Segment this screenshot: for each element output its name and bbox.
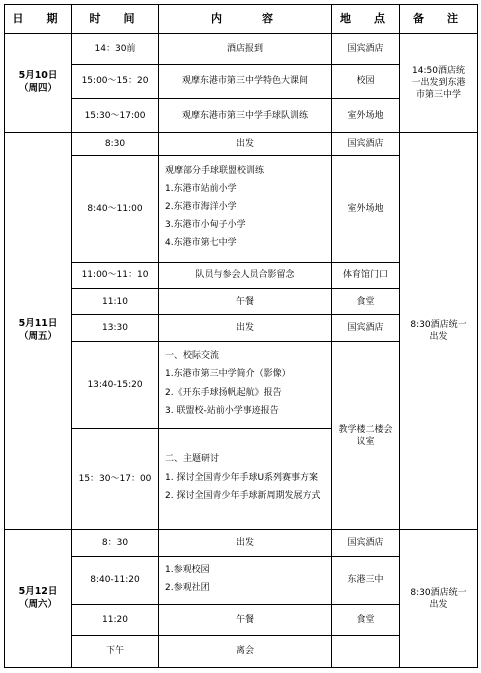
place-cell (332, 635, 400, 667)
list-item: 2. 探讨全国青少年手球新周期发展方式 (165, 490, 321, 501)
content-cell: 出发 (159, 530, 332, 557)
day3-date: 5月12日 (18, 585, 58, 597)
header-content: 内 容 (159, 5, 332, 34)
header-time: 时 间 (72, 5, 159, 34)
content-list-cell (159, 155, 332, 262)
time-cell: 15:30～17:00 (72, 99, 159, 133)
day2-weekday: （周五） (18, 331, 57, 343)
place-cell: 东港三中 (332, 557, 400, 605)
time-cell: 8:30 (72, 133, 159, 156)
time-cell: 13:30 (72, 315, 159, 342)
place-cell: 校园 (332, 64, 400, 98)
table-row (5, 530, 478, 557)
list-title: 观摩部分手球联盟校训练 (165, 165, 265, 176)
list-item: 3. 联盟校-站前小学事迹报告 (165, 405, 279, 416)
time-cell: 11:10 (72, 289, 159, 315)
time-cell: 15：30～17：00 (72, 429, 159, 530)
day2-date-cell (5, 133, 72, 530)
list-item: 1.东港市站前小学 (165, 184, 237, 195)
day1-remark: 14:50酒店统一出发到东港市第三中学 (400, 33, 478, 132)
time-cell: 11:20 (72, 604, 159, 635)
time-cell: 8：30 (72, 530, 159, 557)
content-cell: 观摩东港市第三中学手球队训练 (159, 99, 332, 133)
list-item: 3.东港市小甸子小学 (165, 220, 246, 231)
day1-date: 5月10日 (18, 70, 58, 82)
time-cell: 下午 (72, 635, 159, 667)
day1-weekday: （周四） (18, 83, 57, 95)
content-cell: 出发 (159, 133, 332, 156)
day2-remark: 8:30酒店统一出发 (400, 133, 478, 530)
list-item: 2.《开东手球扬帆起航》报告 (165, 387, 282, 398)
content-cell: 出发 (159, 315, 332, 342)
place-cell: 食堂 (332, 289, 400, 315)
content-cell: 观摩东港市第三中学特色大课间 (159, 64, 332, 98)
table-row (5, 133, 478, 156)
list-item: 1.参观校园 (165, 564, 210, 575)
content-list-cell (159, 557, 332, 605)
time-cell: 11:00～11：10 (72, 262, 159, 289)
header-remark: 备 注 (400, 5, 478, 34)
place-cell: 体育馆门口 (332, 262, 400, 289)
place-cell: 室外场地 (332, 155, 400, 262)
time-cell: 14：30前 (72, 33, 159, 64)
place-cell: 国宾酒店 (332, 530, 400, 557)
list-item: 1. 探讨全国青少年手球U系列赛事方案 (165, 472, 319, 483)
day3-date-cell (5, 530, 72, 668)
time-cell: 15:00～15：20 (72, 64, 159, 98)
content-cell: 队员与参会人员合影留念 (159, 262, 332, 289)
content-cell: 离会 (159, 635, 332, 667)
list-item: 4.东港市第七中学 (165, 238, 237, 249)
content-cell: 午餐 (159, 289, 332, 315)
day2-date: 5月11日 (18, 318, 58, 330)
time-cell: 8:40-11:20 (72, 557, 159, 605)
list-title: 一、校际交流 (165, 351, 220, 362)
place-cell: 教学楼二楼会议室 (332, 342, 400, 530)
time-cell: 8:40～11:00 (72, 155, 159, 262)
day3-weekday: （周六） (18, 598, 57, 610)
place-cell: 国宾酒店 (332, 315, 400, 342)
place-cell: 国宾酒店 (332, 33, 400, 64)
place-cell: 室外场地 (332, 99, 400, 133)
schedule-table (4, 4, 478, 668)
list-item: 1.东港市第三中学简介（影像） (165, 369, 291, 380)
place-cell: 国宾酒店 (332, 133, 400, 156)
list-item: 2.东港市海洋小学 (165, 202, 237, 213)
header-date: 日 期 (5, 5, 72, 34)
content-list-cell (159, 429, 332, 530)
content-list-cell (159, 342, 332, 429)
time-cell: 13:40-15:20 (72, 342, 159, 429)
header-place: 地 点 (332, 5, 400, 34)
day1-date-cell (5, 33, 72, 132)
list-title: 二、主题研讨 (165, 454, 220, 465)
list-item: 2.参观社团 (165, 583, 210, 594)
content-cell: 酒店报到 (159, 33, 332, 64)
day3-remark: 8:30酒店统一出发 (400, 530, 478, 668)
place-cell: 食堂 (332, 604, 400, 635)
content-cell: 午餐 (159, 604, 332, 635)
table-row (5, 33, 478, 64)
header-row (5, 5, 478, 34)
